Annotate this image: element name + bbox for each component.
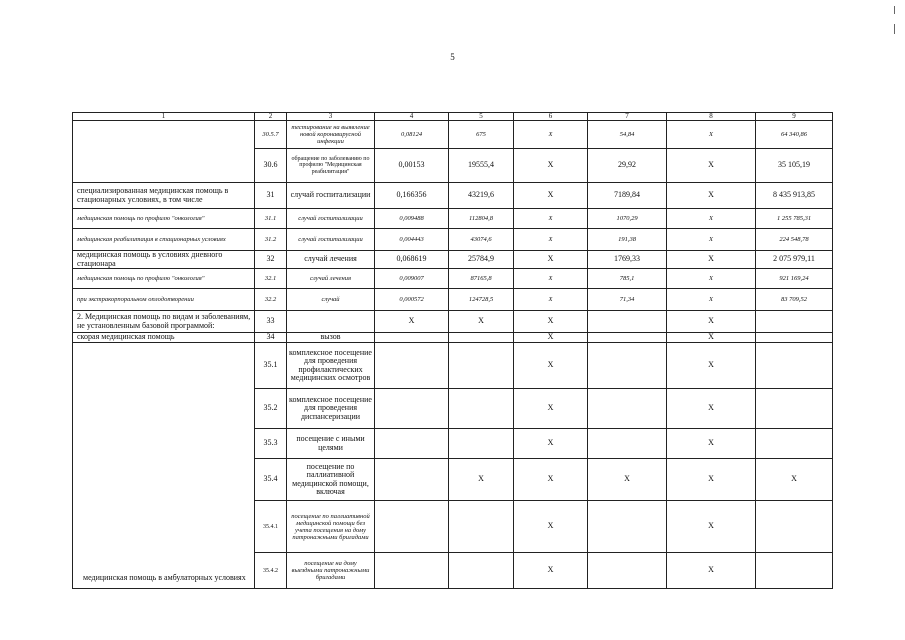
row-name: медицинская помощь по профилю "онкология" xyxy=(73,209,255,229)
row-value xyxy=(756,429,833,459)
row-value xyxy=(588,333,667,343)
row-value: Х xyxy=(514,289,588,311)
row-value: 224 548,78 xyxy=(756,229,833,251)
row-value: Х xyxy=(667,269,756,289)
row-value: Х xyxy=(514,269,588,289)
row-unit: обращение по заболеванию по профилю "Медицинская реабилитация" xyxy=(287,149,375,183)
page-number: 5 xyxy=(450,52,455,62)
row-code: 31.1 xyxy=(255,209,287,229)
row-value: Х xyxy=(514,389,588,429)
row-value: 112804,8 xyxy=(449,209,514,229)
row-unit: случай госпитализации xyxy=(287,183,375,209)
row-value xyxy=(588,311,667,333)
row-unit: посещение на дому выездными патронажными бригадами xyxy=(287,553,375,589)
row-value: Х xyxy=(588,459,667,501)
row-value: 0,08124 xyxy=(375,121,449,149)
row-value: 43219,6 xyxy=(449,183,514,209)
row-value: 785,1 xyxy=(588,269,667,289)
row-code: 30.5.7 xyxy=(255,121,287,149)
row-value: Х xyxy=(514,121,588,149)
row-value: Х xyxy=(667,121,756,149)
row-name: медицинская реабилитация в стационарных условиях xyxy=(73,229,255,251)
row-code: 35.1 xyxy=(255,343,287,389)
row-value: Х xyxy=(667,429,756,459)
row-value: Х xyxy=(514,251,588,269)
row-value xyxy=(375,343,449,389)
header-cell: 1 xyxy=(73,113,255,121)
row-code: 32.1 xyxy=(255,269,287,289)
row-value: 43074,6 xyxy=(449,229,514,251)
row-unit: случай госпитализации xyxy=(287,209,375,229)
row-unit: посещение по паллиативной медицинской помощи, включая xyxy=(287,459,375,501)
row-name xyxy=(73,121,255,183)
row-value: Х xyxy=(449,311,514,333)
row-value: 1769,33 xyxy=(588,251,667,269)
row-name: 2. Медицинская помощь по видам и заболеваниям, не установленным базовой программой: xyxy=(73,311,255,333)
row-value: Х xyxy=(667,553,756,589)
row-value: Х xyxy=(514,229,588,251)
row-value: 191,38 xyxy=(588,229,667,251)
row-code: 35.2 xyxy=(255,389,287,429)
row-value: Х xyxy=(514,209,588,229)
row-value: 0,004443 xyxy=(375,229,449,251)
row-value: 54,84 xyxy=(588,121,667,149)
row-code: 32 xyxy=(255,251,287,269)
row-value: Х xyxy=(667,389,756,429)
row-value: 8 435 913,85 xyxy=(756,183,833,209)
row-value xyxy=(449,429,514,459)
row-unit: случай госпитализации xyxy=(287,229,375,251)
row-value: Х xyxy=(756,459,833,501)
row-value: 0,00153 xyxy=(375,149,449,183)
row-value: Х xyxy=(667,501,756,553)
row-code: 35.4.1 xyxy=(255,501,287,553)
row-value xyxy=(449,333,514,343)
row-value: Х xyxy=(667,251,756,269)
row-value: Х xyxy=(449,459,514,501)
row-unit: тестирование на выявление новой коронавирусной инфекции xyxy=(287,121,375,149)
row-value: Х xyxy=(514,333,588,343)
row-value: 87165,8 xyxy=(449,269,514,289)
row-value: Х xyxy=(667,333,756,343)
row-value: 0,009488 xyxy=(375,209,449,229)
row-unit xyxy=(287,311,375,333)
row-code: 35.4.2 xyxy=(255,553,287,589)
row-value: 25784,9 xyxy=(449,251,514,269)
row-value: 0,068619 xyxy=(375,251,449,269)
row-value: Х xyxy=(514,501,588,553)
row-unit: комплексное посещение для проведения диспансеризации xyxy=(287,389,375,429)
row-value xyxy=(756,343,833,389)
row-unit: посещение с иными целями xyxy=(287,429,375,459)
header-cell: 4 xyxy=(375,113,449,121)
row-value: 35 105,19 xyxy=(756,149,833,183)
row-value xyxy=(756,333,833,343)
table-row xyxy=(73,311,833,333)
row-value: Х xyxy=(514,553,588,589)
row-value xyxy=(449,501,514,553)
row-value xyxy=(375,459,449,501)
row-value xyxy=(375,429,449,459)
scan-edge-mark xyxy=(894,24,895,34)
row-unit: случай лечения xyxy=(287,251,375,269)
row-unit: комплексное посещение для проведения профилактических медицинских осмотров xyxy=(287,343,375,389)
row-value: 0,166356 xyxy=(375,183,449,209)
table-row xyxy=(73,289,833,311)
row-code: 31.2 xyxy=(255,229,287,251)
row-value: 29,92 xyxy=(588,149,667,183)
row-unit: вызов xyxy=(287,333,375,343)
row-name: медицинская помощь в условиях дневного стационара xyxy=(73,251,255,269)
row-value: 2 075 979,11 xyxy=(756,251,833,269)
row-value xyxy=(756,311,833,333)
row-value: 0,009007 xyxy=(375,269,449,289)
row-value xyxy=(588,553,667,589)
row-value: Х xyxy=(667,289,756,311)
row-value: Х xyxy=(514,311,588,333)
table-row xyxy=(73,343,833,389)
header-cell: 9 xyxy=(756,113,833,121)
row-value xyxy=(756,553,833,589)
row-name: медицинская помощь по профилю "онкология" xyxy=(73,269,255,289)
header-cell: 8 xyxy=(667,113,756,121)
header-cell: 6 xyxy=(514,113,588,121)
row-value: Х xyxy=(375,311,449,333)
row-unit: случай xyxy=(287,289,375,311)
row-value: Х xyxy=(667,311,756,333)
row-name: медицинская помощь в амбулаторных условиях xyxy=(73,343,255,589)
row-value: 0,000572 xyxy=(375,289,449,311)
header-cell: 2 xyxy=(255,113,287,121)
row-value: 1070,29 xyxy=(588,209,667,229)
row-value: Х xyxy=(667,149,756,183)
row-value: 1 255 785,31 xyxy=(756,209,833,229)
row-value xyxy=(375,553,449,589)
row-value: 64 340,86 xyxy=(756,121,833,149)
row-value: Х xyxy=(514,459,588,501)
scan-edge-mark xyxy=(894,6,895,14)
row-value xyxy=(756,389,833,429)
header-cell: 7 xyxy=(588,113,667,121)
row-value: Х xyxy=(514,149,588,183)
row-code: 34 xyxy=(255,333,287,343)
row-code: 30.6 xyxy=(255,149,287,183)
row-value: Х xyxy=(667,209,756,229)
row-value: 83 709,52 xyxy=(756,289,833,311)
row-value: Х xyxy=(514,343,588,389)
row-value xyxy=(375,333,449,343)
row-code: 33 xyxy=(255,311,287,333)
row-value xyxy=(375,389,449,429)
header-cell: 5 xyxy=(449,113,514,121)
row-value xyxy=(449,389,514,429)
table-row xyxy=(73,183,833,209)
table-row xyxy=(73,269,833,289)
row-value: 921 169,24 xyxy=(756,269,833,289)
row-value: 7189,84 xyxy=(588,183,667,209)
table-row xyxy=(73,333,833,343)
row-name: при экстракорпоральном оплодотворении xyxy=(73,289,255,311)
row-value xyxy=(375,501,449,553)
row-unit: посещение по паллиативной медицинской помощи без учета посещения на дому патронажными бригадами xyxy=(287,501,375,553)
row-value xyxy=(588,343,667,389)
row-value xyxy=(588,429,667,459)
table-row xyxy=(73,251,833,269)
row-value: Х xyxy=(667,229,756,251)
table-row xyxy=(73,229,833,251)
row-code: 32.2 xyxy=(255,289,287,311)
data-table xyxy=(72,112,833,589)
row-unit: случай лечения xyxy=(287,269,375,289)
row-value: 124728,5 xyxy=(449,289,514,311)
row-value xyxy=(756,501,833,553)
table-row xyxy=(73,121,833,149)
row-name: специализированная медицинская помощь в стационарных условиях, в том числе xyxy=(73,183,255,209)
row-value xyxy=(449,553,514,589)
row-name: скорая медицинская помощь xyxy=(73,333,255,343)
header-row xyxy=(73,113,833,121)
header-cell: 3 xyxy=(287,113,375,121)
row-code: 35.3 xyxy=(255,429,287,459)
row-value: Х xyxy=(667,343,756,389)
row-value: Х xyxy=(667,183,756,209)
row-value xyxy=(588,501,667,553)
row-code: 35.4 xyxy=(255,459,287,501)
row-value: 19555,4 xyxy=(449,149,514,183)
table-row xyxy=(73,209,833,229)
row-value: Х xyxy=(667,459,756,501)
row-value: Х xyxy=(514,183,588,209)
row-value: 71,34 xyxy=(588,289,667,311)
row-value xyxy=(449,343,514,389)
row-value: 675 xyxy=(449,121,514,149)
row-value: Х xyxy=(514,429,588,459)
row-code: 31 xyxy=(255,183,287,209)
row-value xyxy=(588,389,667,429)
